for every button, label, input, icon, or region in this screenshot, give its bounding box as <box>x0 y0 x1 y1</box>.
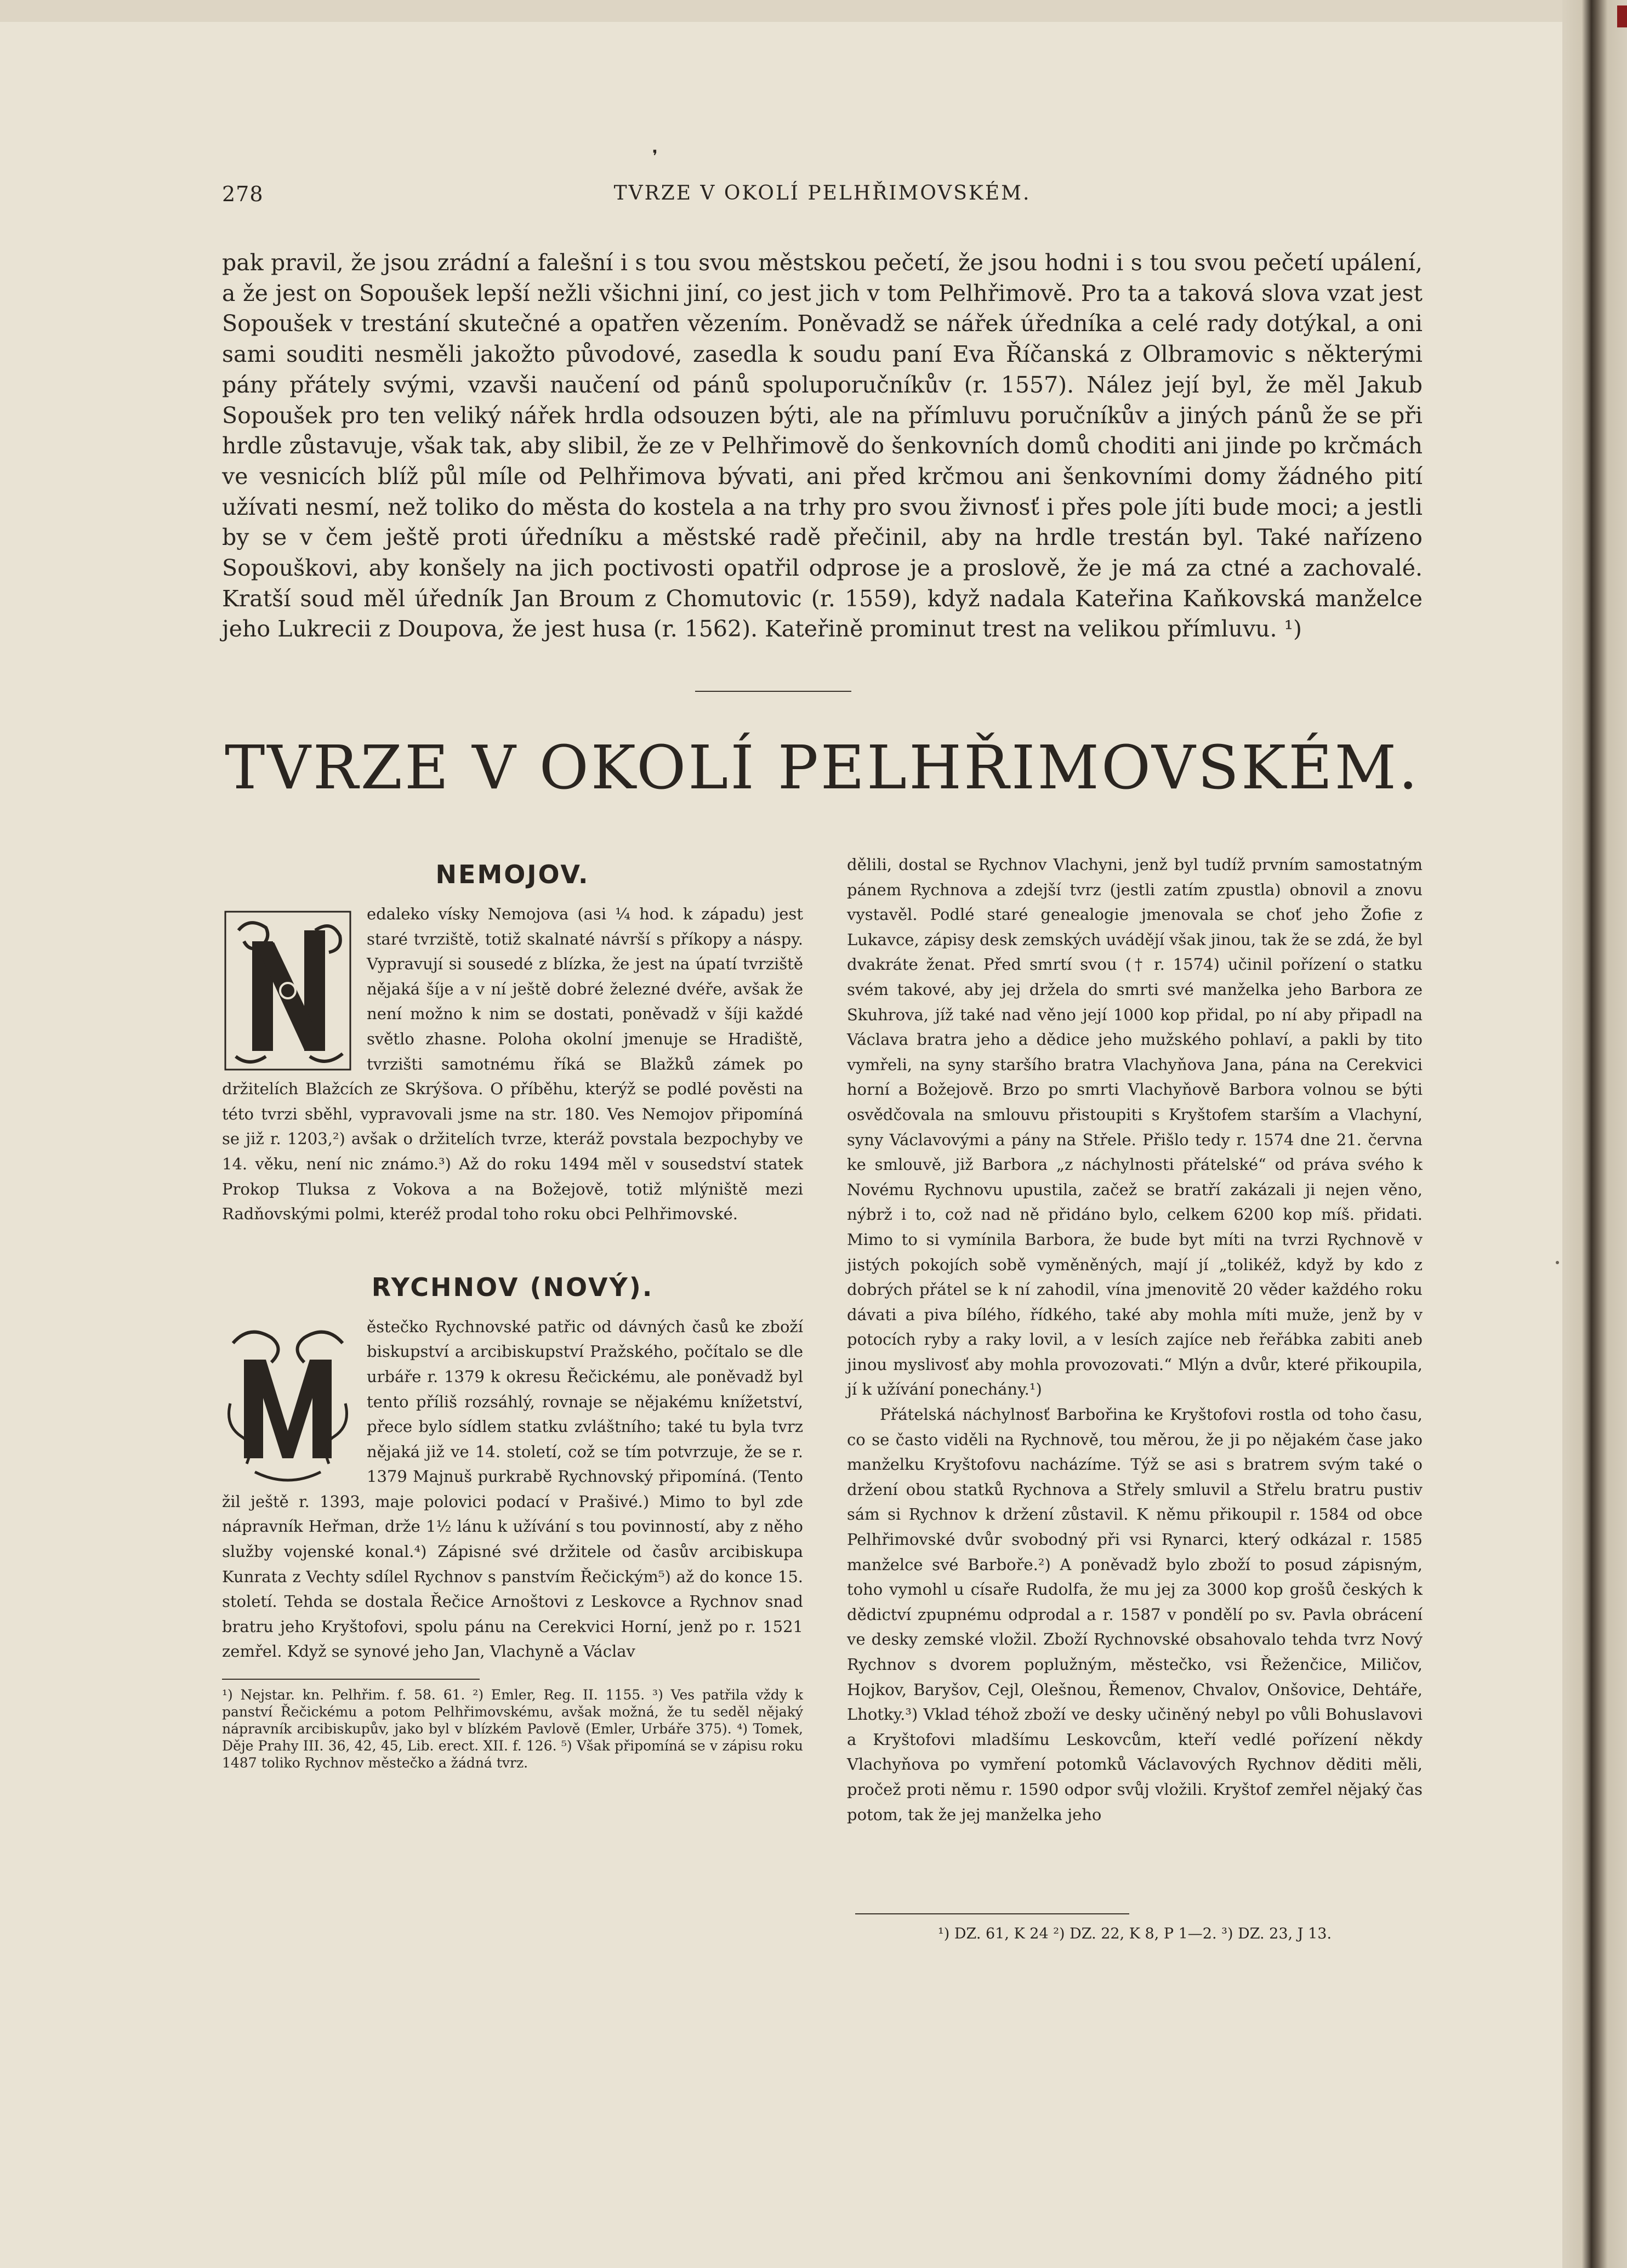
decorated-initial-m-icon <box>222 1321 354 1486</box>
nemojov-text: edaleko vísky Nemojova (asi ¼ hod. k západu) jest staré tvrziště, totiž skalnaté návrší s příkopy a náspy. Vypravují si sousedé z blízka, že jest na úpatí tvrziště nějaká šíje a v ní ještě dobré železné dvéře, avšak že není možno k nim se dostati, poněvadž v šíji každé světlo zhasne. Poloha okolní jmenuje se Hradiště, tvrzišti samotnému říká se Blažků zámek po držitelích Blažcích ze Skrýšova. O příběhu, kterýž se podlé pověsti na této tvrzi sběhl, vypravovali jsme na str. 180. Ves Nemojov připomíná se již r. 1203,²) avšak o držitelích tvrze, kteráž povstala bezpochyby ve 14. věku, není nic známo.³) Až do roku 1494 měl v sousedství statek Prokop Tluksa z Vokova a na Božejově, totiž mlýniště mezi Radňovskými polmi, kteréž prodal toho roku obci Pelhřimovské. <box>222 905 803 1224</box>
running-head: TVRZE V OKOLÍ PELHŘIMOVSKÉM. <box>613 182 1031 204</box>
paper-speck <box>1556 1261 1559 1264</box>
red-ribbon-tab <box>1617 5 1627 27</box>
book-binding <box>1562 0 1627 2268</box>
rychnov-text: ěstečko Rychnovské patřic od dávných časů ke zboží biskupství a arcibiskupství Pražského, počítalo se dle urbáře r. 1379 k okresu Řečickému, ale poněvadž byl tento příliš rozsáhlý, rovnaje se nějakému knížetství, přece bylo sídlem statku zvláštního; také tu byla tvrz nějaká již ve 14. století, což se tím potvrzuje, že se r. 1379 Majnuš purkrabě Rychnovský připomíná. (Tento žil ještě r. 1393, maje polovici podací v Prašivé.) Mimo to byl zde nápravník Heřman, drže 1½ lánu k užívání s tou povinností, aby z něho služby vojenské konal.⁴) Zápisné své držitele od časův arcibiskupa Kunrata z Vechty sdílel Rychnov s panstvím Řečickým⁵) až do konce 15. století. Tehda se dostala Řečice Arnoštovi z Leskovce a Rychnov snad bratru jeho Kryštofovi, spolu pánu na Cerekvici Horní, jenž po r. 1521 zemřel. Když se synové jeho Jan, Vlachyně a Václav <box>222 1317 803 1661</box>
chapter-title: TVRZE V OKOLÍ PELHŘIMOVSKÉM. <box>224 732 1420 803</box>
right-paragraph-1: dělili, dostal se Rychnov Vlachyni, jenž byl tudíž prvním samostatným pánem Rychnova a zdejší tvrz (jestli zatím zpustla) obnovil a znovu vystavěl. Podlé staré genealogie jmenovala se choť jeho Žofie z Lukavce, zápisy desk zemských uvádějí však jinou, tak že se zdá, že byl dvakráte ženat. Před smrtí svou († r. 1574) učinil pořízení o statku svém takové, aby jej držela do smrti své manželka jeho Barbora ze Skuhrova, jíž také nad věno její 1000 kop přidal, po ní aby připadl na Václava bratra jeho a dědice jeho mužského pohlaví, a pakli by tito vymřeli, na syny staršího bratra Vlachyňova Jana, pána na Cerekvici horní a Božejově. Brzo po smrti Vlachyňově Barbora volnou se býti osvědčovala na smlouvu přistoupiti s Kryštofem starším a Vlachyní, syny Václavovými a pány na Střele. Přišlo tedy r. 1574 dne 21. června ke smlouvě, již Barbora „z náchylnosti přátelské“ od práva svého k Novému Rychnovu upustila, začež se bratří zakázali ji nejen věno, nýbrž i to, což nad ně přidáno bylo, celkem 6200 kop míš. přidati. Mimo to si vymínila Barbora, že bude byt míti na tvrzi Rychnově v jistých pokojích sobě vyměněných, mají jí „tolikéž, když by kdo z dobrých přátel se k ní zahodil, vína jmenovitě 20 věder každého roku dávati a piva bílého, řídkého, také aby mohla míti muže, jenž by v potocích ryby a raky lovil, a v lesích zajíce neb řeřábka zabiti aneb jinou myslivosť aby mohla provozovati.“ Mlýn a dvůr, které přikoupila, jí k užívání ponechány.¹) <box>847 855 1423 1399</box>
footnote-rule-right <box>855 1913 1129 1914</box>
margin-mark: ❜ <box>652 147 658 166</box>
footnotes-left: ¹) Nejstar. kn. Pelhřim. f. 58. 61. ²) Emler, Reg. II. 1155. ³) Ves patřila vždy k panství Řečickému a potom Pelhřimovskému, avšak možná, že tu seděl nějaký nápravník arcibiskupův, jako byl v blízkém Pavlově (Emler, Urbáře 375). ⁴) Tomek, Děje Prahy III. 36, 42, 45, Lib. erect. XII. f. 126. ⁵) Však připomíná se v zápisu roku 1487 toliko Rychnov městečko a žádná tvrz. <box>222 1687 803 1771</box>
continued-paragraph: pak pravil, že jsou zrádní a falešní i s tou svou městskou pečetí, že jsou hodni i s tou svou pečetí upálení, a že jest on Sopoušek lepší nežli všichni jiní, co jest jich v tom Pelhřimově. Pro ta a taková slova vzat jest Sopoušek v trestání skutečné a opatřen vězením. Poněvadž se nářek úředníka a celé rady dotýkal, a oni sami souditi nesměli jakožto původové, zasedla k soudu paní Eva Říčanská z Olbramovic s některými pány přátely svými, vzavši naučení od pánů spoluporučníkův (r. 1557). Nález její byl, že měl Jakub Sopoušek pro ten veliký nářek hrdla odsouzen býti, ale na přímluvu poručníkův a jiných pánů že se při hrdle zůstavuje, však tak, aby slibil, že ze v Pelhřimově do šenkovních domů choditi ani jinde po krčmách ve vesnicích blíž půl míle od Pelhřimova bývati, ani před krčmou ani šenkovními domy žádného pití užívati nesmí, než toliko do města do kostela a na trhy pro svou živnosť i přes pole jíti bude moci; a jestli by se v čem ještě proti úředníku a městské radě přečinil, aby na hrdle trestán byl. Také nařízeno Sopouškovi, aby konšely na jich poctivosti opatřil odprose je a proslově, že je má za ctné a zachovalé. Kratší soud měl úředník Jan Broum z Chomutovic (r. 1559), když nadala Kateřina Kaňkovská manželce jeho Lukrecii z Doupova, že jest husa (r. 1562). Kateřině prominut trest na velikou přímluvu. ¹) <box>222 249 1423 643</box>
right-paragraph-2: Přátelská náchylnosť Barbořina ke Kryštofovi rostla od toho času, co se často viděli na Rychnově, tou měrou, že ji po nějakém čase jako manželku Kryštofovu nacházíme. Týž se asi s bratrem svým také o držení obou statků Rychnova a Střely smluvil a Střelu bratru pustiv sám si Rychnov k držení zůstavil. K němu přikoupil r. 1584 od obce Pelhřimovské dvůr svobodný při vsi Rynarci, který odkázal r. 1585 manželce své Barboře.²) A poněvadž bylo zboží to posud zápisným, toho vymohl u císaře Rudolfa, že mu jej za 3000 kop grošů českých k dědictví zpupnému odprodal a r. 1587 v pondělí po sv. Pavla obrácení ve desky zemské vložil. Zboží Rychnovské obsahovalo tehda tvrz Nový Rychnov s dvorem poplužným, městečko, vsi Řeženčice, Miličov, Hojkov, Baryšov, Cejl, Olešnou, Řemenov, Chvalov, Onšovice, Dehtáře, Lhotky.³) Vklad téhož zboží ve desky učiněný nebyl po vůli Bohuslavovi a Kryštofovi mladšímu Leskovcům, kteří vedlé pořízení někdy Vlachyňova po vymření potomků Václavových Rychnov děditi měli, pročež proti němu r. 1590 odpor svůj vložili. Kryštof zemřel nějaký čas potom, tak že jej manželka jeho <box>847 1405 1423 1824</box>
footnote-rule-left <box>222 1679 480 1680</box>
footnotes-right: ¹) DZ. 61, K 24 ²) DZ. 22, K 8, P 1—2. ³) DZ. 23, J 13. <box>937 1925 1332 1942</box>
section-heading-rychnov: RYCHNOV (NOVÝ). <box>371 1272 654 1302</box>
page-number: 278 <box>222 182 264 206</box>
left-column <box>222 852 803 1771</box>
section-heading-nemojov: NEMOJOV. <box>435 860 590 889</box>
section-divider <box>695 691 851 692</box>
decorated-initial-n-icon <box>222 908 354 1073</box>
right-column <box>847 852 1423 1827</box>
